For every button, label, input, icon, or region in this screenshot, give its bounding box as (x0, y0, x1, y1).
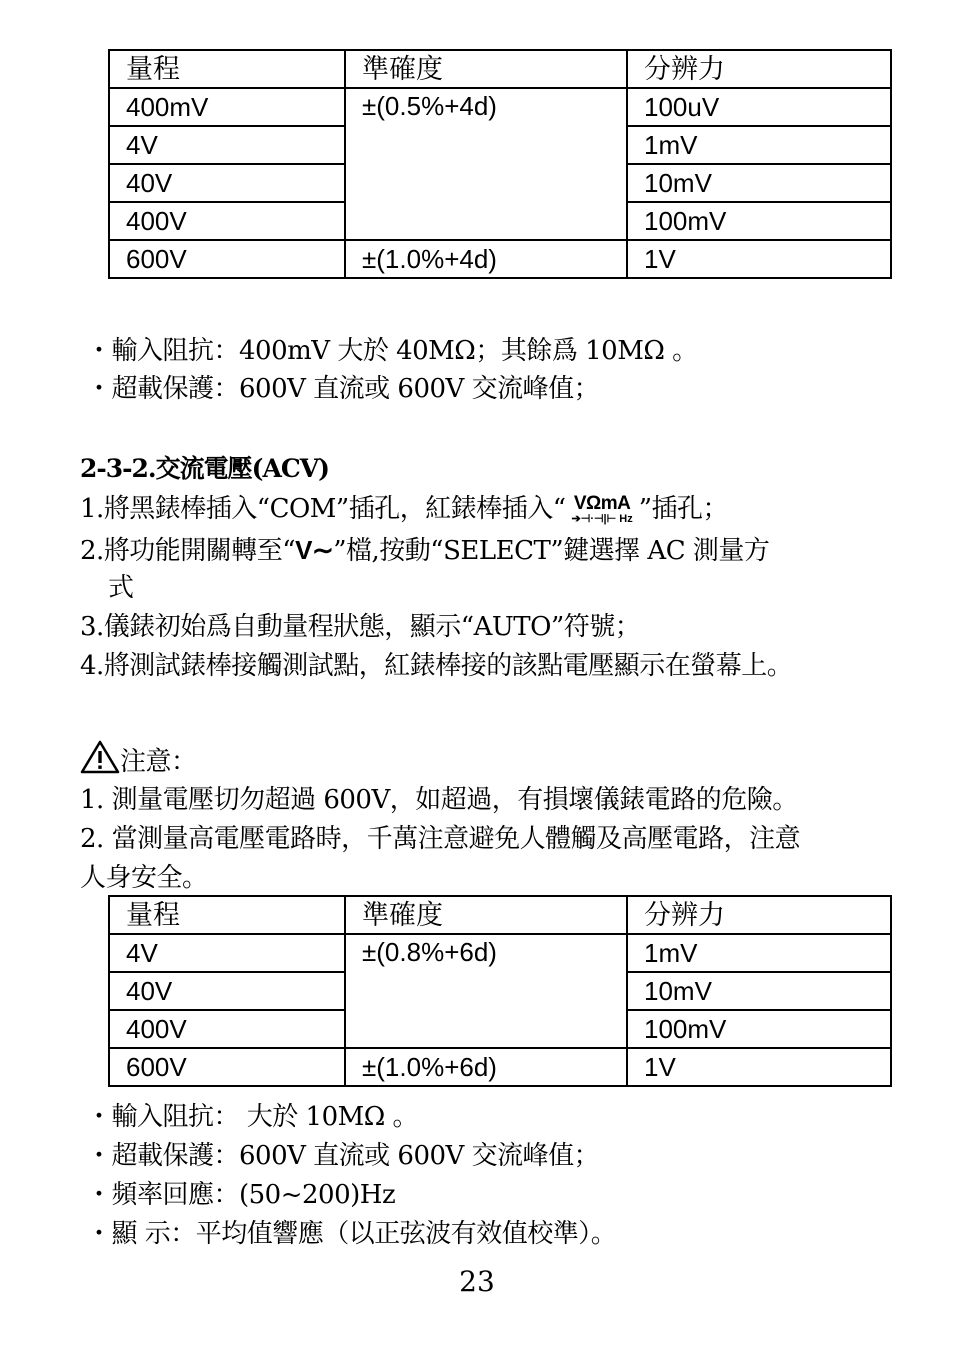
step-2-continued: 式 (108, 573, 134, 603)
resolution-cell: 10mV (627, 972, 891, 1010)
caution-item-1: 1. 測量電壓切勿超過 600V，如超過，有損壞儀錶電路的危險。 (80, 785, 798, 815)
step-2-text-before: 2.將功能開關轉至“ (80, 536, 296, 566)
range-cell: 400V (109, 202, 345, 240)
acv-note-input-impedance: ・輸入阻抗： 大於 10MΩ 。 (86, 1102, 419, 1132)
vohm-ma-label: VΩmA (573, 493, 631, 514)
acv-note-frequency: ・頻率回應：(50~200)Hz (86, 1180, 396, 1210)
table-header-row (109, 50, 891, 88)
diode-cap-hz-label: ➔⊣·⊣|⊢ Hz (571, 513, 633, 525)
resolution-cell: 100mV (627, 1010, 891, 1048)
resolution-cell: 100mV (627, 202, 891, 240)
acv-note-display: ・顯 示：平均值響應（以正弦波有效值校準）。 (86, 1219, 617, 1249)
step-4: 4.將測試錶棒接觸測試點，紅錶棒接的該點電壓顯示在螢幕上。 (80, 651, 793, 681)
resolution-cell: 1mV (627, 934, 891, 972)
page-number: 23 (459, 1265, 495, 1298)
section-title: 2-3-2.交流電壓(ACV) (80, 454, 329, 483)
step-1-text-after: ”插孔； (638, 494, 729, 524)
caution-item-2: 2. 當測量高電壓電路時，千萬注意避免人體觸及高壓電路，注意 (80, 824, 801, 854)
warning-triangle-icon (80, 740, 120, 784)
range-cell: 600V (109, 240, 345, 278)
accuracy-cell: ±(1.0%+4d) (345, 240, 627, 278)
dcv-spec-table (108, 49, 892, 279)
range-cell: 600V (109, 1048, 345, 1086)
accuracy-cell: ±(0.5%+4d) (345, 88, 627, 240)
table-row (109, 240, 891, 278)
range-cell: 4V (109, 934, 345, 972)
header-accuracy: 準確度 (345, 896, 627, 934)
table-header-row (109, 896, 891, 934)
dcv-note-overload: ・超載保護：600V 直流或 600V 交流峰值； (86, 374, 600, 404)
caution-title: 注意： (120, 747, 197, 777)
header-resolution: 分辨力 (627, 50, 891, 88)
table-row (109, 1048, 891, 1086)
step-1 (80, 491, 910, 527)
vohm-ma-jack-icon (572, 495, 633, 525)
step-2 (80, 532, 910, 569)
ac-voltage-icon: V∼ (295, 535, 334, 565)
dcv-note-input-impedance: ・輸入阻抗：400mV 大於 40MΩ；其餘爲 10MΩ 。 (86, 336, 698, 366)
header-resolution: 分辨力 (627, 896, 891, 934)
range-cell: 40V (109, 972, 345, 1010)
table-row (109, 934, 891, 972)
header-range: 量程 (109, 50, 345, 88)
table-row (109, 88, 891, 126)
header-range: 量程 (109, 896, 345, 934)
resolution-cell: 1V (627, 1048, 891, 1086)
accuracy-cell: ±(1.0%+6d) (345, 1048, 627, 1086)
range-cell: 4V (109, 126, 345, 164)
range-cell: 40V (109, 164, 345, 202)
resolution-cell: 10mV (627, 164, 891, 202)
accuracy-cell: ±(0.8%+6d) (345, 934, 627, 1048)
header-accuracy: 準確度 (345, 50, 627, 88)
resolution-cell: 1mV (627, 126, 891, 164)
resolution-cell: 100uV (627, 88, 891, 126)
step-2-text-after: ”檔,按動“SELECT”鍵選擇 AC 測量方 (333, 536, 770, 566)
step-3: 3.儀錶初始爲自動量程狀態，顯示“AUTO”符號； (80, 612, 641, 642)
caution-item-2-continued: 人身安全。 (80, 863, 208, 893)
acv-note-overload: ・超載保護：600V 直流或 600V 交流峰值； (86, 1141, 600, 1171)
acv-spec-table (108, 895, 892, 1087)
resolution-cell: 1V (627, 240, 891, 278)
step-1-text-before: 1.將黑錶棒插入“COM”插孔，紅錶棒插入“ (80, 494, 566, 524)
range-cell: 400V (109, 1010, 345, 1048)
range-cell: 400mV (109, 88, 345, 126)
caution-heading (80, 740, 910, 784)
